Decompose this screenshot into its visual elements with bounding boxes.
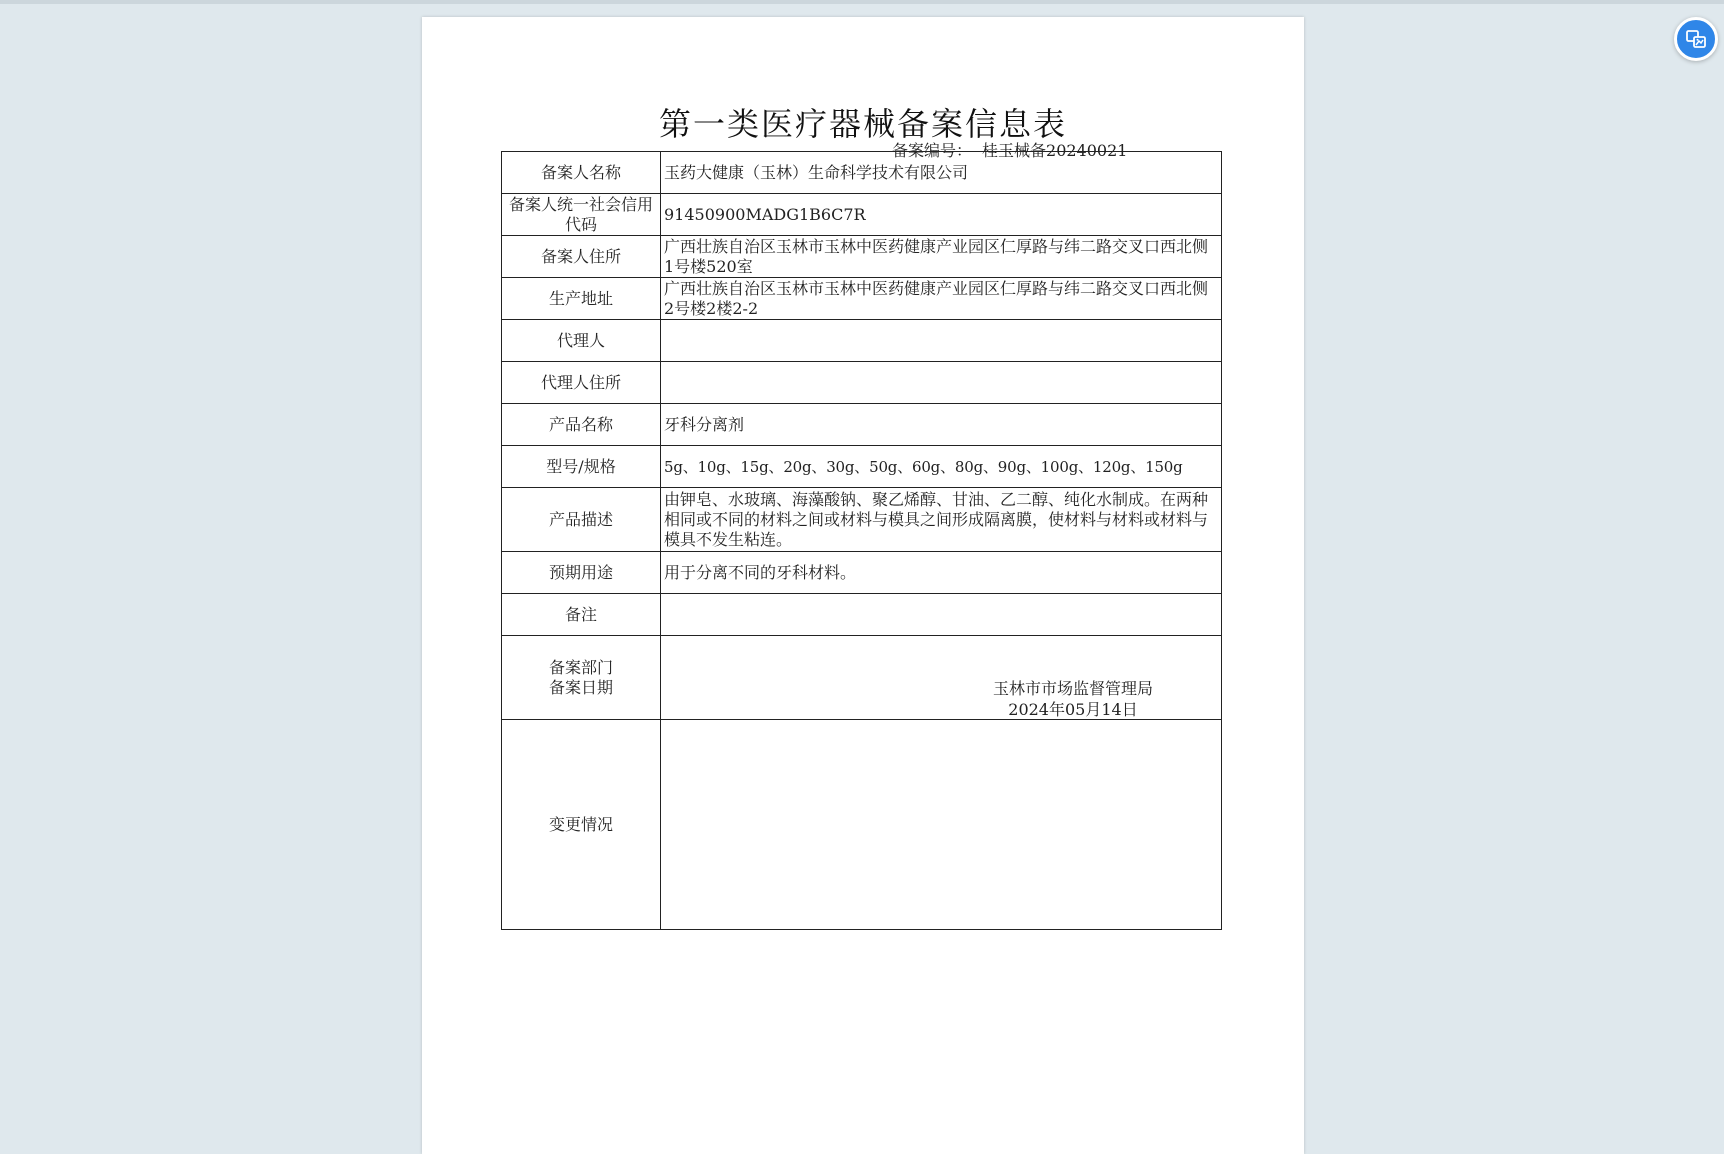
row-label: 代理人住所 bbox=[502, 362, 661, 404]
record-number-label: 备案编号： bbox=[892, 141, 973, 160]
row-label: 备案人统一社会信用代码 bbox=[502, 194, 661, 236]
dept-label: 备案部门 bbox=[548, 657, 613, 677]
row-label: 产品描述 bbox=[502, 488, 661, 552]
image-translate-button[interactable] bbox=[1674, 17, 1718, 61]
table-row bbox=[502, 278, 1222, 320]
row-label: 预期用途 bbox=[502, 552, 661, 594]
table-row bbox=[502, 152, 1222, 194]
table-row bbox=[502, 194, 1222, 236]
row-value: 用于分离不同的牙科材料。 bbox=[661, 552, 1222, 594]
row-label: 备案人名称 bbox=[502, 152, 661, 194]
date-label: 备案日期 bbox=[548, 677, 613, 697]
row-value: 玉药大健康（玉林）生命科学技术有限公司 bbox=[661, 152, 1222, 194]
row-label: 生产地址 bbox=[502, 278, 661, 320]
row-label: 型号/规格 bbox=[502, 446, 661, 488]
dept-date-value bbox=[661, 636, 1222, 720]
table-row bbox=[502, 636, 1222, 720]
table-row bbox=[502, 320, 1222, 362]
record-number-value: 桂玉械备20240021 bbox=[982, 141, 1128, 160]
image-translate-icon bbox=[1685, 28, 1707, 50]
viewer-top-edge bbox=[0, 0, 1724, 4]
dept-name: 玉林市市场监督管理局 bbox=[992, 679, 1153, 698]
row-value: 由钾皂、水玻璃、海藻酸钠、聚乙烯醇、甘油、乙二醇、纯化水制成。在两种相同或不同的材料之间或材料与模具之间形成隔离膜，使材料与材料或材料与模具不发生粘连。 bbox=[661, 488, 1222, 552]
table-row bbox=[502, 362, 1222, 404]
table-row bbox=[502, 446, 1222, 488]
row-value bbox=[661, 720, 1222, 930]
record-date: 2024年05月14日 bbox=[1008, 700, 1138, 719]
table-row bbox=[502, 488, 1222, 552]
row-label: 变更情况 bbox=[502, 720, 661, 930]
document-page bbox=[422, 17, 1304, 1154]
row-value: 广西壮族自治区玉林市玉林中医药健康产业园区仁厚路与纬二路交叉口西北侧2号楼2楼2-2 bbox=[661, 278, 1222, 320]
row-label: 产品名称 bbox=[502, 404, 661, 446]
info-table bbox=[501, 151, 1222, 930]
dept-date-label bbox=[502, 636, 661, 720]
table-row bbox=[502, 552, 1222, 594]
dept-date-block bbox=[973, 678, 1173, 720]
row-value bbox=[661, 320, 1222, 362]
table-row bbox=[502, 594, 1222, 636]
table-row bbox=[502, 720, 1222, 930]
row-label: 代理人 bbox=[502, 320, 661, 362]
row-value: 牙科分离剂 bbox=[661, 404, 1222, 446]
table-row bbox=[502, 404, 1222, 446]
table-row bbox=[502, 236, 1222, 278]
row-value bbox=[661, 594, 1222, 636]
row-value: 广西壮族自治区玉林市玉林中医药健康产业园区仁厚路与纬二路交叉口西北侧1号楼520室 bbox=[661, 236, 1222, 278]
row-value: 5g、10g、15g、20g、30g、50g、60g、80g、90g、100g、120g、150g bbox=[661, 446, 1222, 488]
row-label: 备注 bbox=[502, 594, 661, 636]
document-title: 第一类医疗器械备案信息表 bbox=[658, 105, 1067, 143]
row-label: 备案人住所 bbox=[502, 236, 661, 278]
row-value: 91450900MADG1B6C7R bbox=[661, 194, 1222, 236]
row-value bbox=[661, 362, 1222, 404]
